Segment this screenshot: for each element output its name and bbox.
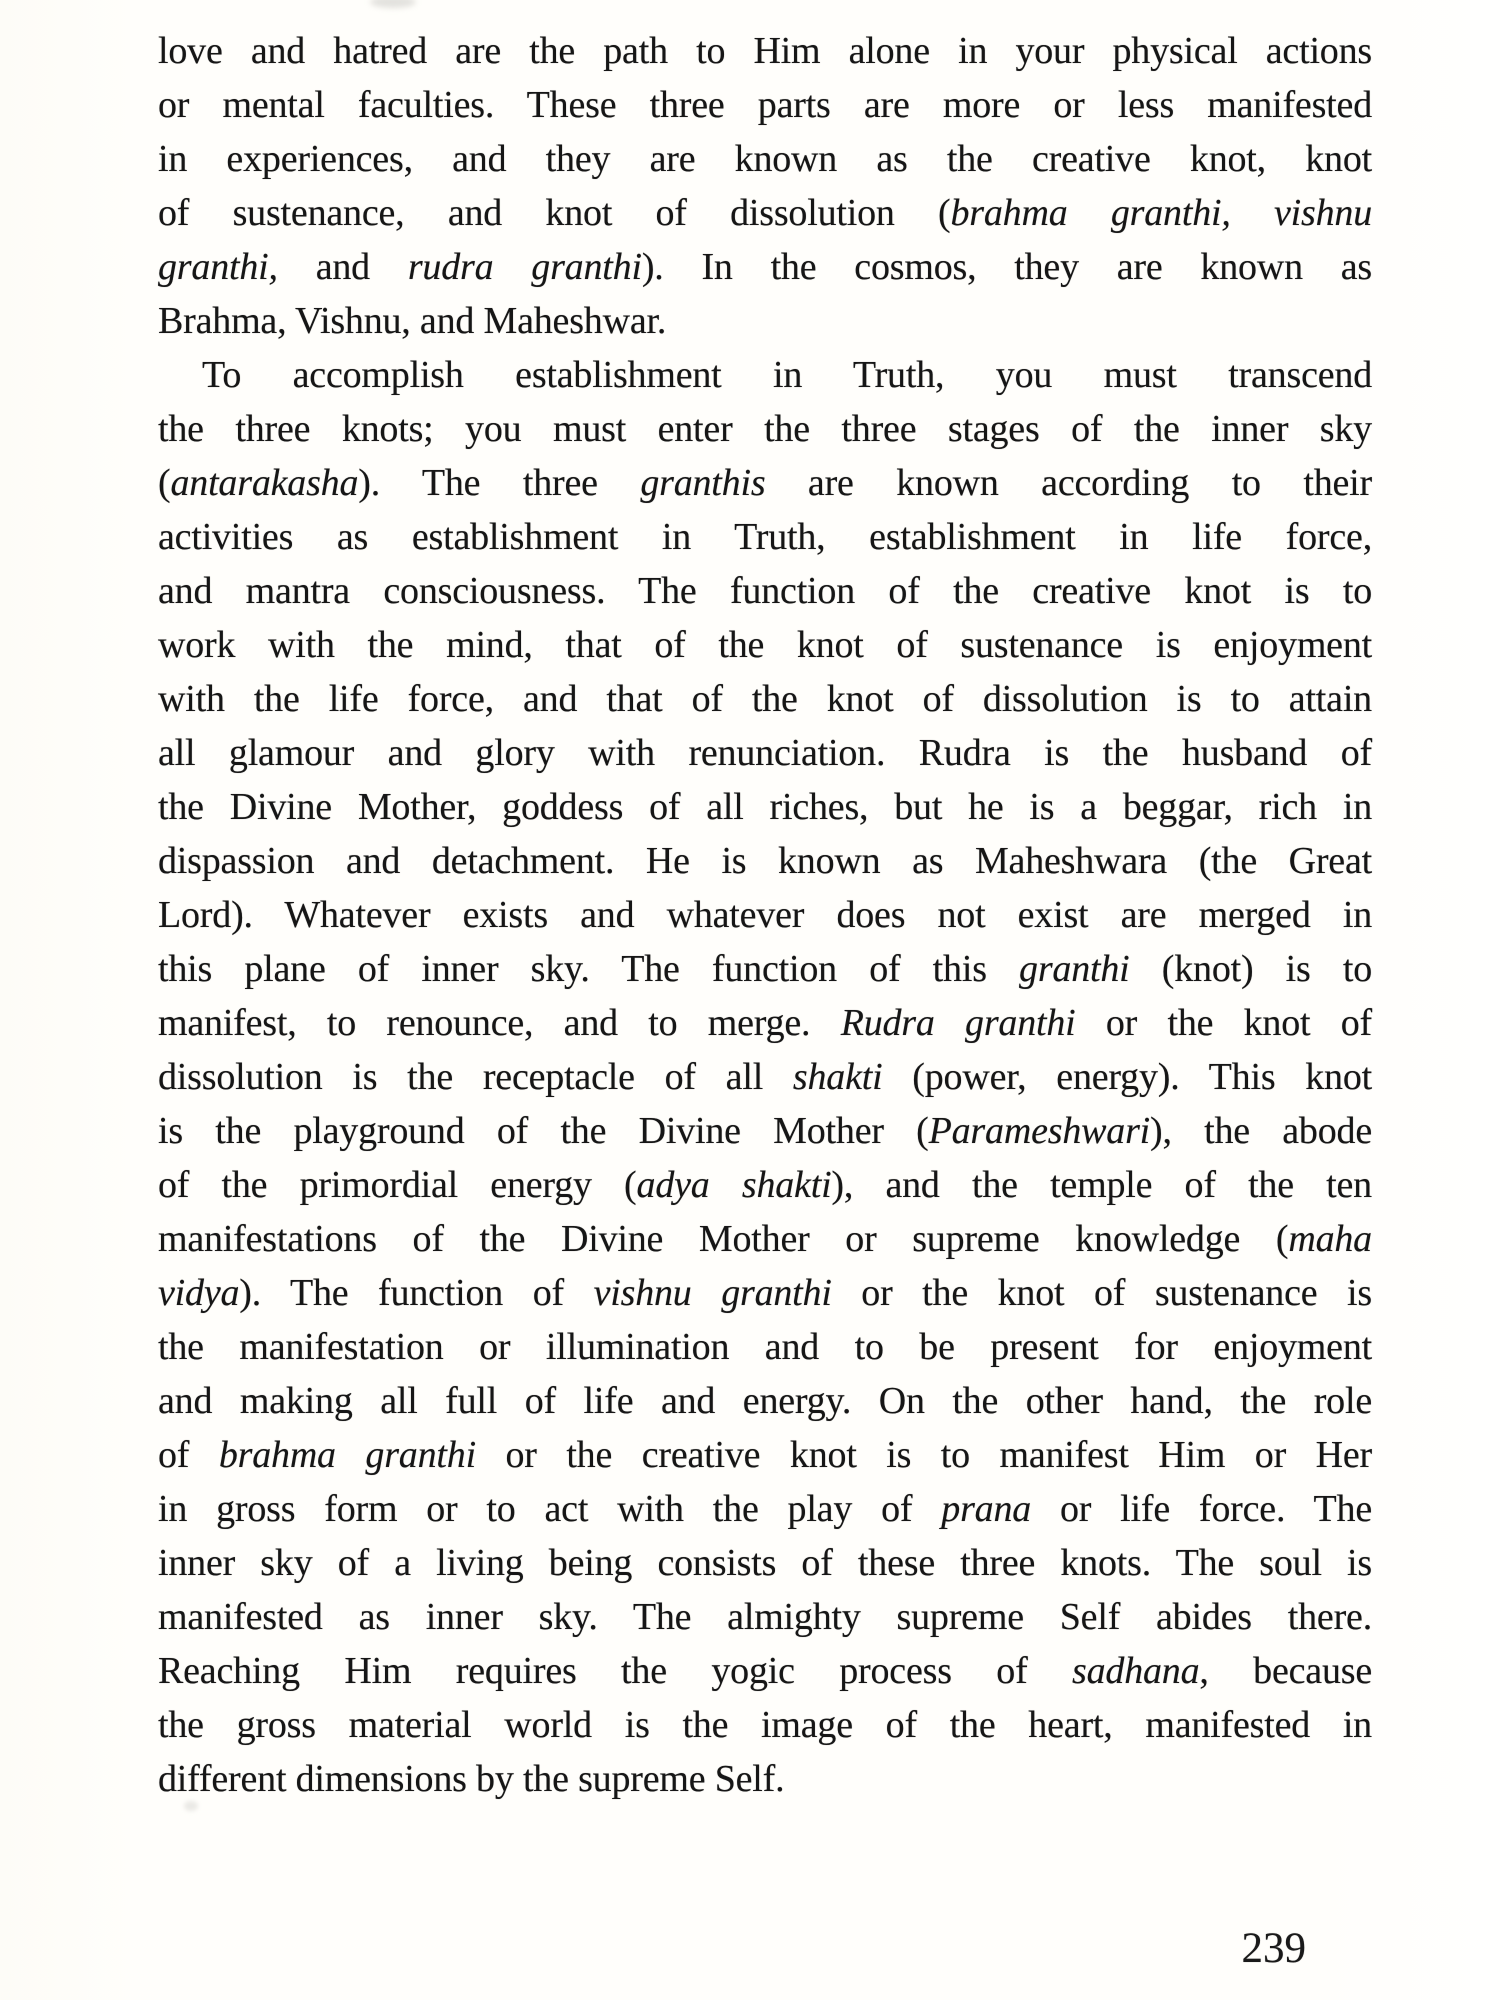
text-run: manifestations of the Divine Mother or supreme knowledge ( (158, 1218, 1289, 1260)
text-line (158, 456, 1372, 510)
text-line (158, 78, 1372, 132)
text-run: inner sky of a living being consists of these three knots. The soul is (158, 1542, 1372, 1584)
italic-term: vidya (158, 1272, 240, 1314)
italic-term: shakti (792, 1056, 883, 1098)
text-run: ). The function of (239, 1272, 594, 1314)
text-run: To accomplish establishment in Truth, you must transcend (202, 354, 1372, 396)
text-line (158, 1212, 1372, 1266)
text-run: in experiences, and they are known as the creative knot, knot (158, 138, 1372, 180)
text-line (158, 1104, 1372, 1158)
text-line (158, 834, 1372, 888)
page-number: 239 (1241, 1925, 1306, 1972)
text-line (158, 1698, 1372, 1752)
italic-term: rudra granthi (407, 246, 642, 288)
body-text (158, 24, 1372, 1806)
italic-term: Parameshwari (928, 1110, 1151, 1152)
text-line (158, 1644, 1372, 1698)
text-line (158, 510, 1372, 564)
text-line (158, 1428, 1372, 1482)
text-line (158, 402, 1372, 456)
text-line (158, 618, 1372, 672)
text-run: of (158, 1434, 219, 1476)
text-line (158, 132, 1372, 186)
text-line (158, 780, 1372, 834)
text-run: or the knot of (1075, 1002, 1372, 1044)
text-run: Reaching Him requires the yogic process of (158, 1650, 1072, 1692)
text-line (158, 942, 1372, 996)
text-run: activities as establishment in Truth, establishment in life force, (158, 516, 1372, 558)
scan-artifact-smudge (370, 0, 416, 8)
text-line (158, 1158, 1372, 1212)
text-run: love and hatred are the path to Him alone in your physical actions (158, 30, 1372, 72)
text-run: (power, energy). This knot (882, 1056, 1372, 1098)
italic-term: adya shakti (636, 1164, 832, 1206)
text-run: this plane of inner sky. The function of this (158, 948, 1020, 990)
text-line (158, 1320, 1372, 1374)
text-run: Lord). Whatever exists and whatever does not exist are merged in (158, 894, 1372, 936)
text-run: or the knot of sustenance is (831, 1272, 1372, 1314)
text-run: or the creative knot is to manifest Him or Her (475, 1434, 1372, 1476)
text-run: of sustenance, and knot of dissolution ( (158, 192, 951, 234)
italic-term: maha (1288, 1218, 1372, 1260)
text-line (158, 996, 1372, 1050)
text-line (158, 1374, 1372, 1428)
text-run: manifest, to renounce, and to merge. (158, 1002, 841, 1044)
text-line (158, 726, 1372, 780)
text-run: in gross form or to act with the play of (158, 1488, 942, 1530)
text-run: are known according to their (765, 462, 1372, 504)
text-run: the manifestation or illumination and to be present for enjoyment (158, 1326, 1372, 1368)
italic-term: brahma granthi, vishnu (950, 192, 1372, 234)
italic-term: granthi (1019, 948, 1130, 990)
text-line (158, 1536, 1372, 1590)
text-run: is the playground of the Divine Mother ( (158, 1110, 929, 1152)
italic-term: prana (941, 1488, 1032, 1530)
italic-term: brahma granthi (218, 1434, 476, 1476)
text-line (158, 294, 1372, 348)
text-run: work with the mind, that of the knot of sustenance is enjoyment (158, 624, 1372, 666)
italic-term: granthi, (158, 246, 278, 288)
text-line (158, 186, 1372, 240)
text-run: and making all full of life and energy. On the other hand, the role (158, 1380, 1372, 1422)
text-run: and mantra consciousness. The function of the creative knot is to (158, 570, 1372, 612)
text-run: ). In the cosmos, they are known as (641, 246, 1372, 288)
text-line (158, 888, 1372, 942)
italic-term: vishnu granthi (593, 1272, 832, 1314)
text-line (158, 1752, 1372, 1806)
text-line (158, 1482, 1372, 1536)
italic-term: sadhana (1072, 1650, 1200, 1692)
text-run: (knot) is to (1129, 948, 1372, 990)
text-run: Brahma, Vishnu, and Maheshwar. (158, 300, 667, 342)
text-run: all glamour and glory with renunciation. Rudra is the husband of (158, 732, 1372, 774)
text-run: the Divine Mother, goddess of all riches, but he is a beggar, rich in (158, 786, 1372, 828)
text-run: ( (158, 462, 171, 504)
text-line (158, 1050, 1372, 1104)
text-run: ), and the temple of the ten (831, 1164, 1372, 1206)
text-run: the three knots; you must enter the three stages of the inner sky (158, 408, 1372, 450)
text-line (158, 1590, 1372, 1644)
text-line (158, 672, 1372, 726)
text-run: ). The three (358, 462, 641, 504)
text-run: and (277, 246, 408, 288)
text-line (158, 24, 1372, 78)
italic-term: Rudra granthi (840, 1002, 1076, 1044)
text-line (158, 564, 1372, 618)
italic-term: antarakasha (170, 462, 359, 504)
text-run: of the primordial energy ( (158, 1164, 637, 1206)
text-line (158, 348, 1372, 402)
text-run: manifested as inner sky. The almighty supreme Self abides there. (158, 1596, 1372, 1638)
text-run: ), the abode (1150, 1110, 1372, 1152)
text-line (158, 240, 1372, 294)
text-run: different dimensions by the supreme Self. (158, 1758, 785, 1800)
text-run: dispassion and detachment. He is known as Maheshwara (the Great (158, 840, 1372, 882)
text-run: or mental faculties. These three parts are more or less manifested (158, 84, 1372, 126)
text-run: with the life force, and that of the knot of dissolution is to attain (158, 678, 1372, 720)
text-run: dissolution is the receptacle of all (158, 1056, 793, 1098)
text-run: or life force. The (1031, 1488, 1372, 1530)
text-run: the gross material world is the image of the heart, manifested in (158, 1704, 1372, 1746)
text-run: , because (1199, 1650, 1373, 1692)
italic-term: granthis (640, 462, 766, 504)
text-line (158, 1266, 1372, 1320)
